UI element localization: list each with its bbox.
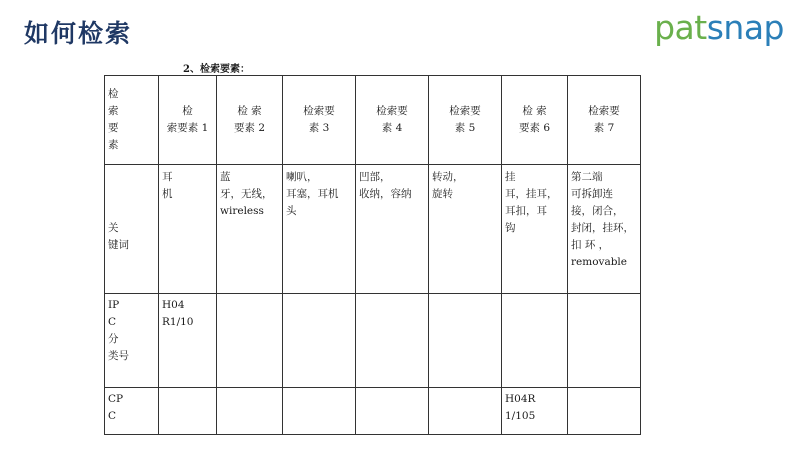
keyword-cell-1: 耳 机: [159, 165, 217, 294]
header-cell-4: 检索要 素 4: [356, 76, 429, 165]
cpc-cell-2: [217, 388, 283, 435]
row-label-keywords: 关 键词: [105, 165, 159, 294]
keyword-cell-4: 凹部， 收纳，容纳: [356, 165, 429, 294]
ipc-cell-4: [356, 294, 429, 388]
row-label-ipc: IP C 分 类号: [105, 294, 159, 388]
row-label-cpc: CP C: [105, 388, 159, 435]
ipc-cell-5: [429, 294, 502, 388]
search-elements-table: [104, 75, 641, 435]
cpc-cell-6: H04R 1/105: [502, 388, 568, 435]
slide-title: 如何检索: [24, 19, 133, 48]
section-subtitle: 2、检索要素：: [183, 64, 250, 75]
cpc-cell-3: [283, 388, 356, 435]
header-cell-1: 检 索要素 1: [159, 76, 217, 165]
header-cell-2: 检 索 要素 2: [217, 76, 283, 165]
table-row-ipc: [105, 294, 641, 388]
ipc-cell-7: [568, 294, 641, 388]
cpc-cell-4: [356, 388, 429, 435]
keyword-cell-2: 蓝 牙，无线， wireless: [217, 165, 283, 294]
keyword-cell-7: 第二端 可拆卸连 接，闭合， 封闭，挂环， 扣 环 ， removable: [568, 165, 641, 294]
ipc-cell-1: H04 R1/10: [159, 294, 217, 388]
row-label-search-element: 检 索 要 素: [105, 76, 159, 165]
header-cell-7: 检索要 素 7: [568, 76, 641, 165]
patsnap-logo: [654, 8, 784, 47]
ipc-cell-3: [283, 294, 356, 388]
keyword-cell-3: 喇叭， 耳塞，耳机 头: [283, 165, 356, 294]
logo-text-snap: snap: [706, 8, 784, 47]
keyword-cell-6: 挂 耳，挂耳， 耳扣，耳 钩: [502, 165, 568, 294]
logo-text-pat: pat: [654, 8, 707, 47]
header-cell-5: 检索要 素 5: [429, 76, 502, 165]
table-row-cpc: [105, 388, 641, 435]
cpc-cell-1: [159, 388, 217, 435]
ipc-cell-6: [502, 294, 568, 388]
table-row-keywords: [105, 165, 641, 294]
header-cell-6: 检 索 要素 6: [502, 76, 568, 165]
cpc-cell-7: [568, 388, 641, 435]
header-cell-3: 检索要 素 3: [283, 76, 356, 165]
table-row-header: [105, 76, 641, 165]
cpc-cell-5: [429, 388, 502, 435]
ipc-cell-2: [217, 294, 283, 388]
keyword-cell-5: 转动， 旋转: [429, 165, 502, 294]
